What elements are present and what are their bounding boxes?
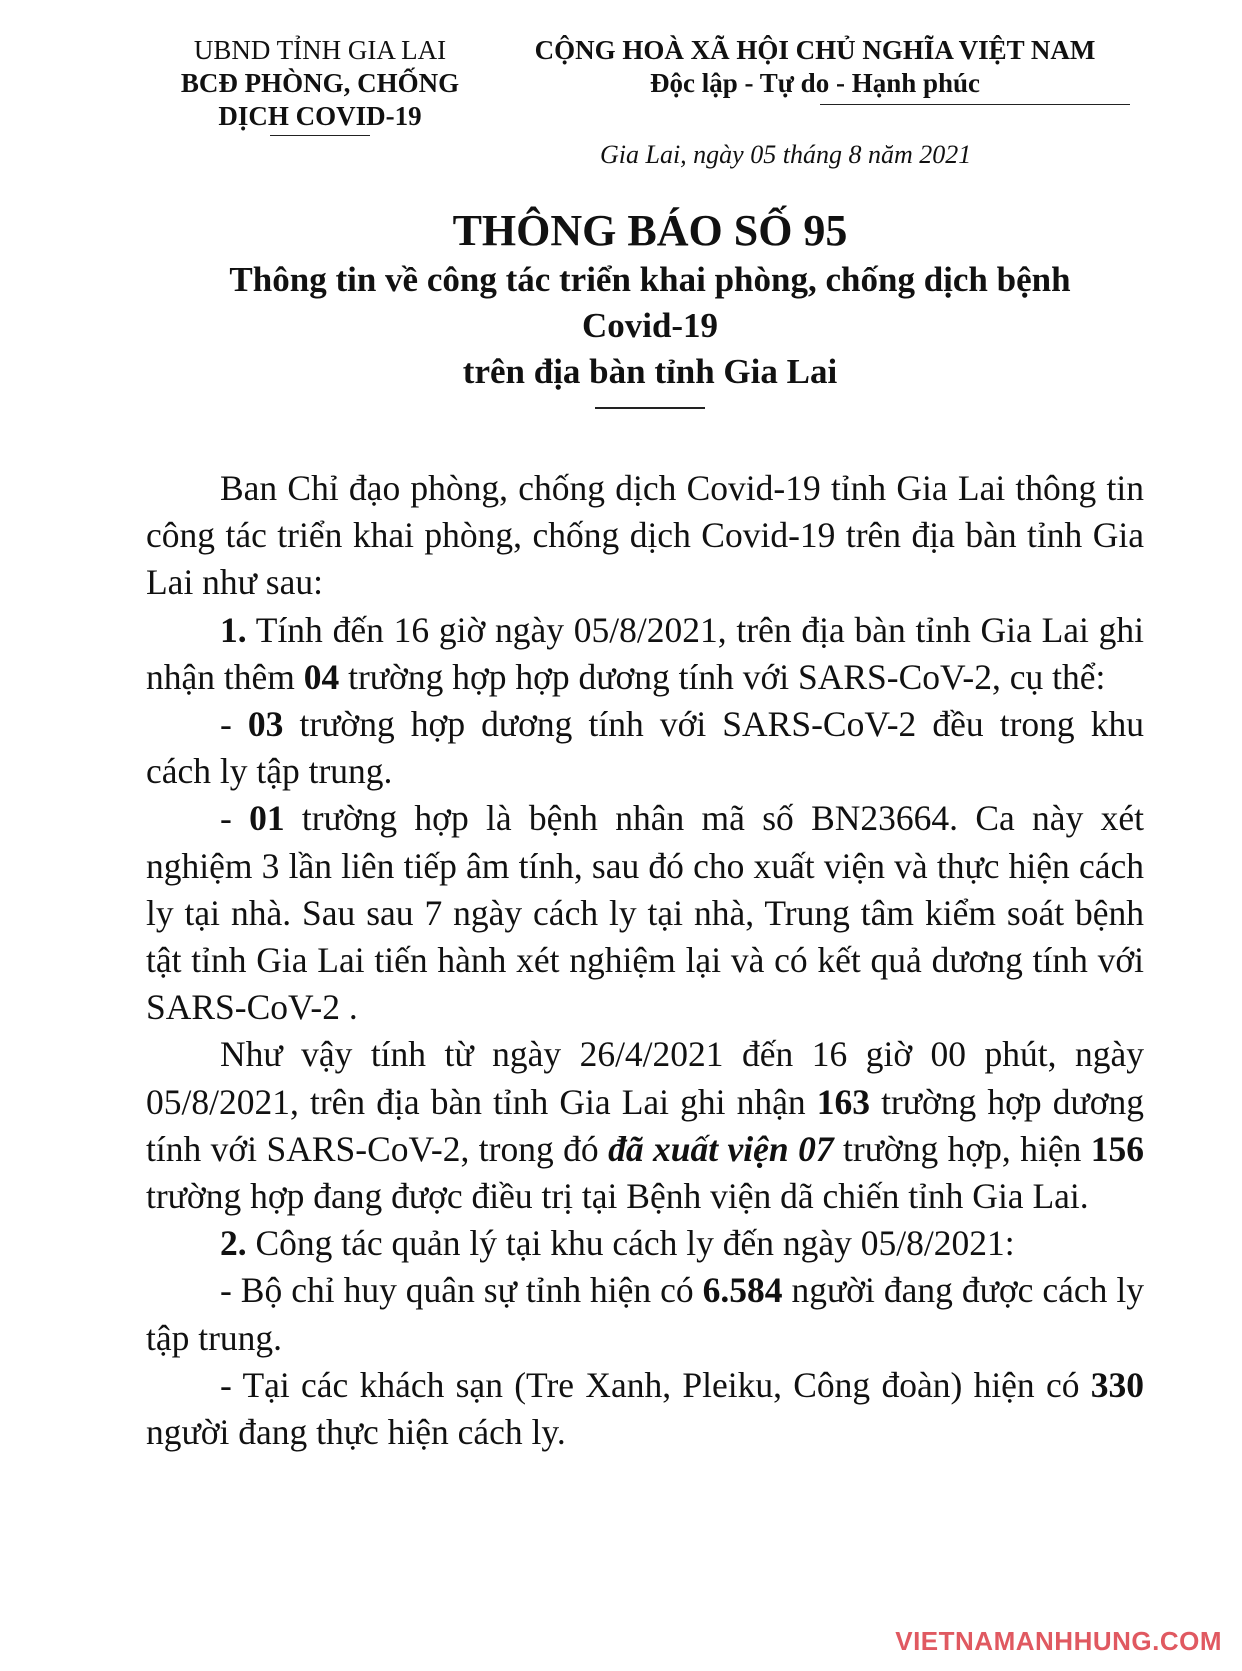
bullet-3-paragraph (146, 1267, 1144, 1361)
summary-text-c: trường hợp, hiện (833, 1128, 1091, 1169)
document-subtitle-line3: trên địa bàn tỉnh Gia Lai (462, 352, 838, 391)
bullet-4-text-a: - Tại các khách sạn (Tre Xanh, Pleiku, Công đoàn) hiện có (220, 1364, 1091, 1405)
bullet-4-paragraph (146, 1362, 1144, 1456)
section-1-paragraph (146, 607, 1144, 701)
intro-text: Ban Chỉ đạo phòng, chống dịch Covid-19 tỉnh Gia Lai thông tin công tác triển khai phòng, chống dịch Covid-19 trên địa bàn tỉnh Gia Lai như sau: (146, 468, 1144, 603)
office-name-line2: DỊCH COVID-19 (218, 101, 422, 131)
document-subtitle-line2: Covid-19 (581, 306, 719, 345)
bullet-2-text: trường hợp là bệnh nhân mã số BN23664. Ca này xét nghiệm 3 lần liên tiếp âm tính, sau đó cho xuất viện và thực hiện cách ly tại nhà. Sau sau 7 ngày cách ly tại nhà, Trung tâm kiểm soát bệnh tật tỉnh Gia Lai tiến hành xét nghiệm lại và có kết quả dương tính với SARS-CoV-2 . (146, 798, 1144, 1028)
title-divider (595, 407, 705, 409)
motto-divider (820, 104, 1130, 105)
bullet-3-count: 6.584 (702, 1270, 783, 1311)
section-2-text: Công tác quản lý tại khu cách ly đến ngày 05/8/2021: (246, 1223, 1015, 1264)
bullet-3-text-b: người đang được cách ly tập trung. (146, 1270, 1144, 1358)
section-2-paragraph (146, 1220, 1144, 1267)
agency-divider (270, 135, 370, 136)
bullet-1-paragraph (146, 701, 1144, 795)
motto: Độc lập - Tự do - Hạnh phúc (649, 68, 981, 98)
bullet-2-count: 01 (249, 798, 285, 839)
bullet-4-count: 330 (1090, 1364, 1144, 1405)
document-title: THÔNG BÁO SỐ 95 (452, 206, 848, 255)
document-subtitle-line1: Thông tin về công tác triển khai phòng, chống dịch bệnh (229, 260, 1071, 299)
summary-discharged: đã xuất viện 07 (608, 1128, 834, 1169)
bullet-1-text: trường hợp dương tính với SARS-CoV-2 đều trong khu cách ly tập trung. (146, 704, 1144, 792)
document-body (146, 465, 1144, 1456)
site-watermark: VIETNAMANHHUNG.COM (895, 1626, 1222, 1656)
summary-text-b: trường hợp dương tính với SARS-CoV-2, trong đó (146, 1081, 1145, 1169)
bullet-3-text-a: - Bộ chỉ huy quân sự tỉnh hiện có (220, 1270, 703, 1311)
national-motto-block (490, 34, 1140, 100)
title-block (130, 205, 1170, 409)
summary-text-d: trường hợp đang được điều trị tại Bệnh viện dã chiến tỉnh Gia Lai. (146, 1176, 1089, 1217)
bullet-2-dash: - (220, 798, 250, 839)
bullet-1-dash: - (220, 704, 248, 745)
section-1-text-b: trường hợp hợp dương tính với SARS-CoV-2, cụ thể: (339, 656, 1106, 697)
section-1-number: 1. (220, 609, 247, 650)
summary-treating: 156 (1090, 1128, 1144, 1169)
summary-total: 163 (816, 1081, 870, 1122)
issue-date: Gia Lai, ngày 05 tháng 8 năm 2021 (600, 140, 972, 169)
intro-paragraph (146, 465, 1144, 607)
office-name-line1: BCĐ PHÒNG, CHỐNG (180, 68, 460, 98)
section-1-text-a: Tính đến 16 giờ ngày 05/8/2021, trên địa bàn tỉnh Gia Lai ghi nhận thêm (146, 609, 1144, 697)
bullet-4-text-b: người đang thực hiện cách ly. (146, 1412, 566, 1453)
section-2-number: 2. (220, 1223, 247, 1264)
nation-name: CỘNG HOÀ XÃ HỘI CHỦ NGHĨA VIỆT NAM (534, 35, 1096, 65)
summary-text-a: Như vậy tính từ ngày 26/4/2021 đến 16 giờ 00 phút, ngày 05/8/2021, trên địa bàn tỉnh Gia Lai ghi nhận (146, 1034, 1144, 1122)
issuing-agency-block (150, 34, 490, 136)
section-1-count: 04 (303, 656, 340, 697)
bullet-1-count: 03 (247, 704, 284, 745)
bullet-2-paragraph (146, 795, 1144, 1031)
summary-paragraph (146, 1031, 1144, 1220)
agency-name: UBND TỈNH GIA LAI (193, 35, 447, 65)
